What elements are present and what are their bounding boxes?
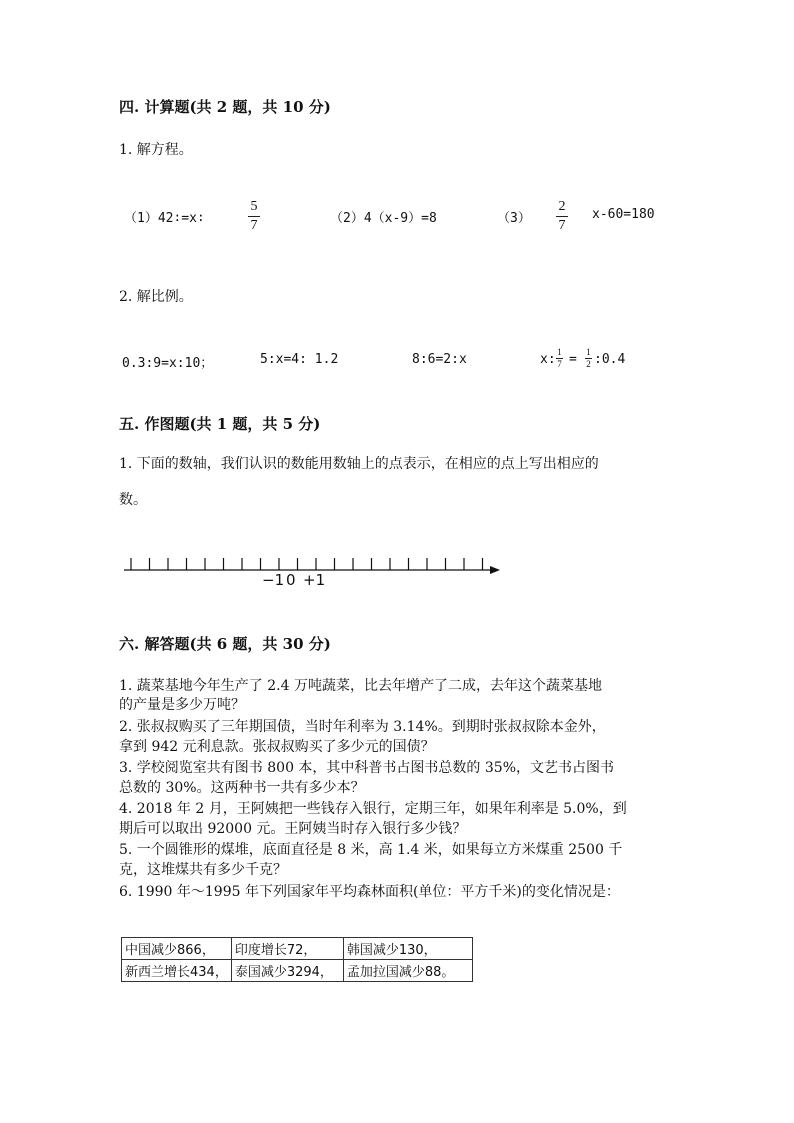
section-6-heading: 六. 解答题(共 6 题，共 30 分) [119,635,331,653]
fraction-denominator: 7 [558,218,566,233]
equation-1-prefix: （1）42∶=x∶ [124,211,205,226]
fraction-denominator: 7 [557,359,562,369]
proportion-4-suffix: :0.4 [594,352,626,367]
proportion-4-fraction-1 [556,348,563,369]
table-cell: 泰国减少3294， [231,960,343,982]
problem-3-line-1: 3. 学校阅览室共有图书 800 本，其中科普书占图书总数的 35%，文艺书占图书 [119,760,614,776]
proportion-2: 5:x=4: 1.2 [260,352,339,367]
table-cell: 孟加拉国减少88。 [343,960,472,982]
table-row [122,938,473,960]
drawing-question-line-1: 1. 下面的数轴，我们认识的数能用数轴上的点表示，在相应的点上写出相应的 [119,456,599,472]
table-row [122,960,473,982]
number-line-label-minus-one: −1 [262,571,285,589]
question-2-title: 2. 解比例。 [119,289,193,305]
number-line-label-plus-one: +1 [303,571,326,589]
question-1-title: 1. 解方程。 [119,142,193,158]
fraction-bar [248,216,260,217]
section-5-heading: 五. 作图题(共 1 题，共 5 分) [119,415,321,433]
proportion-1: 0.3:9=x:10； [122,356,214,371]
number-line-arrow [490,566,500,574]
problem-3-line-2: 总数的 30%。这两种书一共有多少本？ [119,780,365,796]
number-line-ticks [131,558,483,570]
equation-1-fraction [248,199,260,234]
fraction-bar [556,216,568,217]
proportion-4-fraction-2 [585,348,592,369]
fraction-numerator: 1 [557,347,562,357]
equation-3-suffix: x-60=180 [592,207,655,222]
proportion-3: 8:6=2:x [412,352,467,367]
problem-5-line-1: 5. 一个圆锥形的煤堆，底面直径是 8 米，高 1.4 米，如果每立方米煤重 2500 千 [119,842,623,858]
section-4-heading: 四. 计算题(共 2 题，共 10 分) [119,98,331,116]
fraction-denominator: 7 [250,218,258,233]
fraction-numerator: 5 [250,199,258,214]
equation-3-prefix: （3） [497,211,531,226]
equation-3-fraction [556,199,568,234]
table-cell: 新西兰增长434， [122,960,232,982]
problem-2-line-1: 2. 张叔叔购买了三年期国债，当时年利率为 3.14%。到期时张叔叔除本金外， [119,719,606,735]
fraction-numerator: 2 [558,199,566,214]
proportion-4-prefix: x: [540,352,556,367]
problem-4-line-2: 期后可以取出 92000 元。王阿姨当时存入银行多少钱？ [119,821,467,837]
table-cell: 韩国减少130， [343,938,472,960]
problem-1-line-1: 1. 蔬菜基地今年生产了 2.4 万吨蔬菜，比去年增产了二成，去年这个蔬菜基地 [119,678,602,694]
number-line-label-zero: 0 [286,571,296,589]
table-cell: 印度增长72， [231,938,343,960]
fraction-denominator: 2 [586,359,591,369]
problem-1-line-2: 的产量是多少万吨？ [119,697,245,713]
proportion-4-equals: = [569,352,577,367]
forest-area-table [121,937,473,982]
equation-2: （2）4（x-9）=8 [330,211,437,226]
problem-5-line-2: 克，这堆煤共有多少千克？ [119,862,287,878]
problem-4-line-1: 4. 2018 年 2 月，王阿姨把一些钱存入银行，定期三年，如果年利率是 5.0%，到 [119,801,627,817]
table-cell: 中国减少866， [122,938,232,960]
drawing-question-line-2: 数。 [119,492,147,508]
fraction-numerator: 1 [586,347,591,357]
problem-6-line-1: 6. 1990 年～1995 年下列国家年平均森林面积(单位：平方千米)的变化情况是： [119,884,620,900]
problem-2-line-2: 拿到 942 元利息款。张叔叔购买了多少元的国债？ [119,739,435,755]
